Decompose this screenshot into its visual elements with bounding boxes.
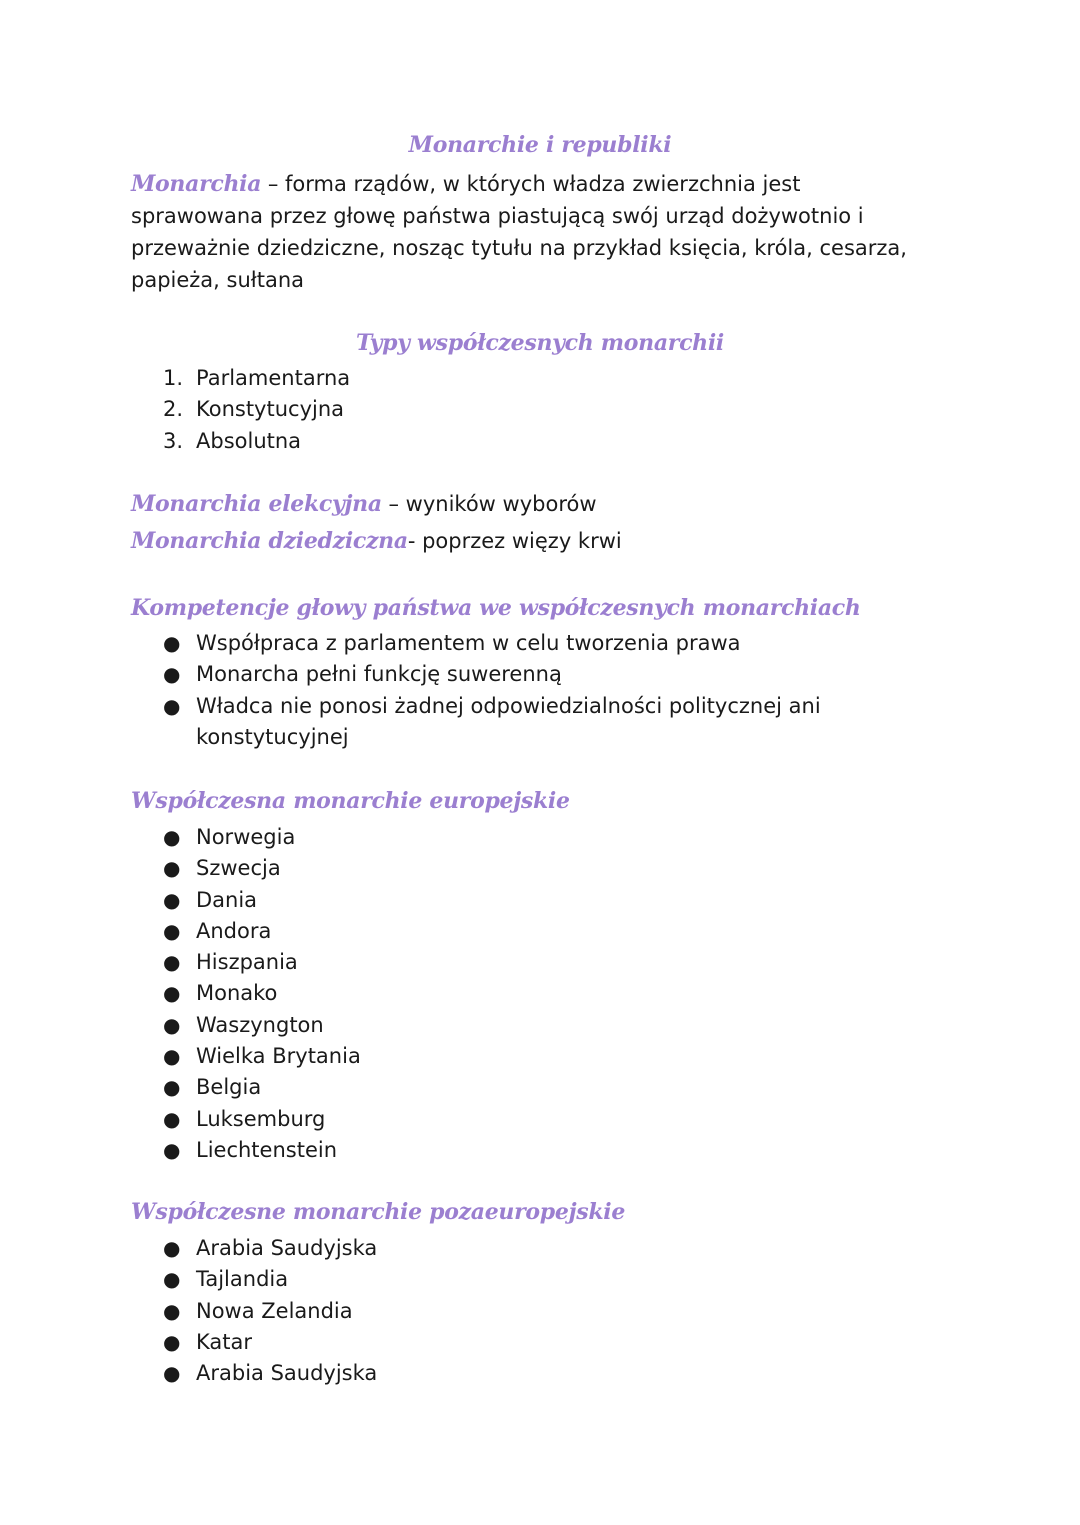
- bullet-icon: ●: [163, 950, 181, 975]
- bullet-icon: ●: [163, 1361, 181, 1386]
- list-number: 1.: [163, 366, 184, 390]
- list-number: 2.: [163, 397, 184, 422]
- european-heading: Współczesna monarchie europejskie: [131, 788, 570, 814]
- list-item: ● Katar: [131, 1327, 891, 1358]
- hereditary-definition: [131, 528, 622, 554]
- list-item: ● Szwecja: [131, 853, 891, 884]
- hereditary-text: - poprzez więzy krwi: [407, 529, 622, 553]
- bullet-icon: ●: [163, 825, 181, 849]
- bullet-icon: ●: [163, 1012, 181, 1037]
- bullet-icon: ●: [163, 1075, 181, 1100]
- list-item: ● Władca nie ponosi żadnej odpowiedzialności politycznej ani konstytucyjnej: [131, 691, 891, 754]
- types-list: [131, 363, 891, 457]
- list-item: ● Nowa Zelandia: [131, 1296, 891, 1327]
- list-item: ● Wielka Brytania: [131, 1041, 891, 1072]
- non-european-list: [131, 1233, 891, 1389]
- hereditary-term: Monarchia dziedziczna: [131, 528, 408, 554]
- list-item: ● Monarcha pełni funkcję suwerenną: [131, 659, 891, 690]
- bullet-icon: ●: [163, 662, 181, 687]
- elective-text: – wyników wyborów: [381, 492, 597, 516]
- list-item: ● Luksemburg: [131, 1104, 891, 1135]
- list-item: 1. Parlamentarna: [131, 363, 891, 394]
- types-heading: Typy współczesnych monarchii: [355, 330, 724, 356]
- list-item: ● Belgia: [131, 1072, 891, 1103]
- list-item: ● Andora: [131, 916, 891, 947]
- list-item: ● Arabia Saudyjska: [131, 1358, 891, 1389]
- elective-definition: [131, 491, 597, 517]
- page-title: Monarchie i republiki: [408, 132, 672, 158]
- competences-list: [131, 628, 891, 753]
- non-european-heading: Współczesne monarchie pozaeuropejskie: [131, 1199, 626, 1225]
- list-item: ● Współpraca z parlamentem w celu tworzenia prawa: [131, 628, 891, 659]
- elective-term: Monarchia elekcyjna: [131, 491, 382, 517]
- list-number: 3.: [163, 428, 184, 453]
- monarchy-definition: [131, 168, 931, 296]
- list-item: ● Monako: [131, 978, 891, 1009]
- bullet-icon: ●: [163, 1044, 181, 1069]
- bullet-icon: ●: [163, 1137, 181, 1162]
- bullet-icon: ●: [163, 693, 181, 718]
- bullet-icon: ●: [163, 856, 181, 881]
- bullet-icon: ●: [163, 1298, 181, 1323]
- list-item: ● Tajlandia: [131, 1264, 891, 1295]
- list-item: ● Hiszpania: [131, 947, 891, 978]
- list-item: ● Arabia Saudyjska: [131, 1233, 891, 1264]
- bullet-icon: ●: [163, 918, 181, 943]
- definition-text: – forma rządów, w których władza zwierzchnia jest sprawowana przez głowę państwa piastującą swój urząd dożywotnio i przeważnie dziedziczne, nosząc tytułu na przykład księcia, króla, cesarza, papieża, sułtana: [131, 172, 907, 292]
- bullet-icon: ●: [163, 1106, 181, 1131]
- bullet-icon: ●: [163, 1236, 181, 1260]
- bullet-icon: ●: [163, 1267, 181, 1292]
- list-item: ● Liechtenstein: [131, 1135, 891, 1166]
- bullet-icon: ●: [163, 631, 181, 655]
- list-item: 2. Konstytucyjna: [131, 394, 891, 425]
- competences-heading: Kompetencje głowy państwa we współczesnych monarchiach: [131, 595, 861, 621]
- bullet-icon: ●: [163, 887, 181, 912]
- european-list: [131, 822, 891, 1166]
- list-item: ● Norwegia: [131, 822, 891, 853]
- definition-term: Monarchia: [131, 171, 262, 197]
- list-item: ● Dania: [131, 885, 891, 916]
- list-item: 3. Absolutna: [131, 426, 891, 457]
- bullet-icon: ●: [163, 1329, 181, 1354]
- bullet-icon: ●: [163, 981, 181, 1006]
- list-item: ● Waszyngton: [131, 1010, 891, 1041]
